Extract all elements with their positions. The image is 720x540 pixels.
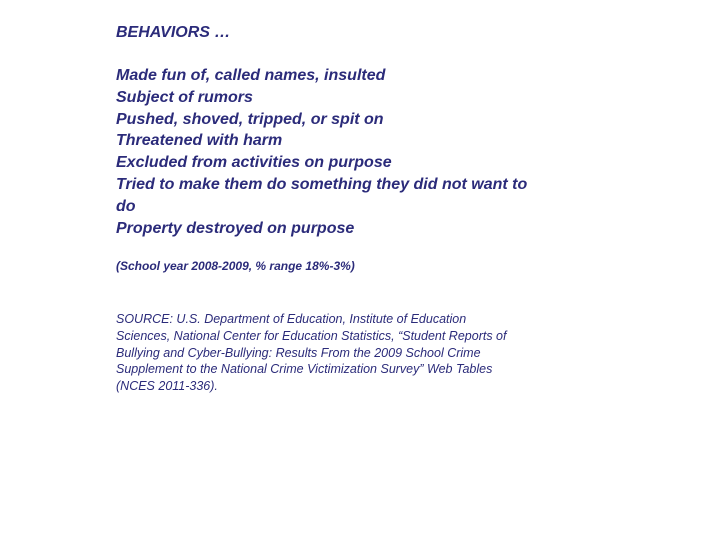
behavior-item: Property destroyed on purpose bbox=[116, 219, 355, 237]
behavior-item: Excluded from activities on purpose bbox=[116, 154, 392, 172]
slide-heading: BEHAVIORS … bbox=[116, 24, 231, 41]
behavior-item: Tried to make them do something they did not want to do bbox=[116, 175, 528, 215]
behavior-item: Made fun of, called names, insulted bbox=[116, 67, 386, 84]
behavior-item: Pushed, shoved, tripped, or spit on bbox=[116, 110, 384, 128]
slide-content bbox=[116, 22, 536, 394]
behaviors-list bbox=[116, 65, 536, 239]
behavior-item: Subject of rumors bbox=[116, 88, 253, 106]
behavior-item: Threatened with harm bbox=[116, 132, 283, 150]
source-citation: SOURCE: U.S. Department of Education, Institute of Education Sciences, National Center for Education Statistics, “Student Reports of Bullying and Cyber-Bullying: Results From the 2009 School Crime Supplement to the National Crime Victimization Survey” Web Tables (NCES 2011-336). bbox=[116, 312, 507, 393]
range-note: (School year 2008-2009, % range 18%-3%) bbox=[116, 259, 355, 274]
